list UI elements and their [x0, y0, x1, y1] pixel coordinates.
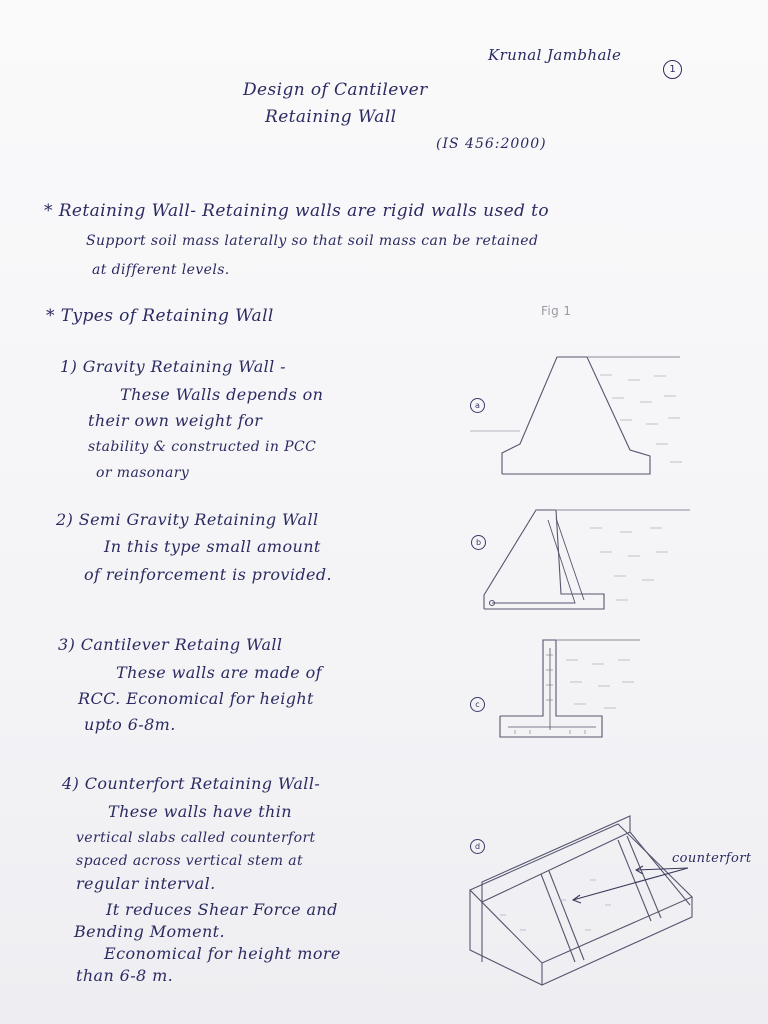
counterfort-wall-sketch	[470, 816, 692, 985]
type-2-line: In this type small amount	[104, 537, 321, 556]
type-4-line: It reduces Shear Force and	[106, 900, 338, 919]
type-1-line: stability & constructed in PCC	[88, 439, 317, 455]
page-number: 1	[663, 60, 682, 79]
author-name: Krunal Jambhale	[488, 46, 622, 64]
gravity-wall-sketch	[470, 357, 682, 474]
type-3-title: 3) Cantilever Retaing Wall	[58, 635, 283, 654]
type-4-line: Bending Moment.	[74, 922, 225, 941]
type-1-line: or masonary	[96, 465, 190, 481]
type-4-line: These walls have thin	[108, 802, 292, 821]
type-2-line: of reinforcement is provided.	[84, 565, 333, 584]
definition-line-3: at different levels.	[92, 262, 230, 278]
type-4-line: vertical slabs called counterfort	[76, 830, 316, 846]
code-reference: (IS 456:2000)	[436, 136, 547, 152]
type-1-line: their own weight for	[88, 411, 263, 430]
types-heading: * Types of Retaining Wall	[46, 306, 274, 326]
counterfort-label: counterfort	[672, 851, 752, 866]
title-line-2: Retaining Wall	[265, 107, 397, 127]
type-3-line: upto 6-8m.	[84, 715, 176, 734]
type-2-title: 2) Semi Gravity Retaining Wall	[56, 510, 319, 529]
figure-marker-d: d	[470, 839, 485, 854]
semi-gravity-wall-sketch	[484, 510, 690, 609]
type-4-line: than 6-8 m.	[76, 966, 174, 985]
figure-marker-a: a	[470, 398, 485, 413]
figure-marker-b: b	[471, 535, 486, 550]
type-4-line: Economical for height more	[104, 944, 341, 963]
type-3-line: RCC. Economical for height	[78, 689, 314, 708]
cantilever-wall-sketch	[500, 640, 640, 737]
type-1-line: These Walls depends on	[120, 385, 324, 404]
type-4-line: spaced across vertical stem at	[76, 853, 304, 869]
type-4-title: 4) Counterfort Retaining Wall-	[62, 774, 321, 793]
type-3-line: These walls are made of	[116, 663, 322, 682]
figure-marker-c: c	[470, 697, 485, 712]
figure-label: Fig 1	[541, 304, 572, 318]
type-1-title: 1) Gravity Retaining Wall -	[60, 357, 286, 376]
definition-line-1: * Retaining Wall- Retaining walls are rigid walls used to	[44, 201, 549, 221]
type-4-line: regular interval.	[76, 874, 216, 893]
title-line-1: Design of Cantilever	[243, 80, 428, 100]
definition-line-2: Support soil mass laterally so that soil mass can be retained	[86, 233, 539, 249]
